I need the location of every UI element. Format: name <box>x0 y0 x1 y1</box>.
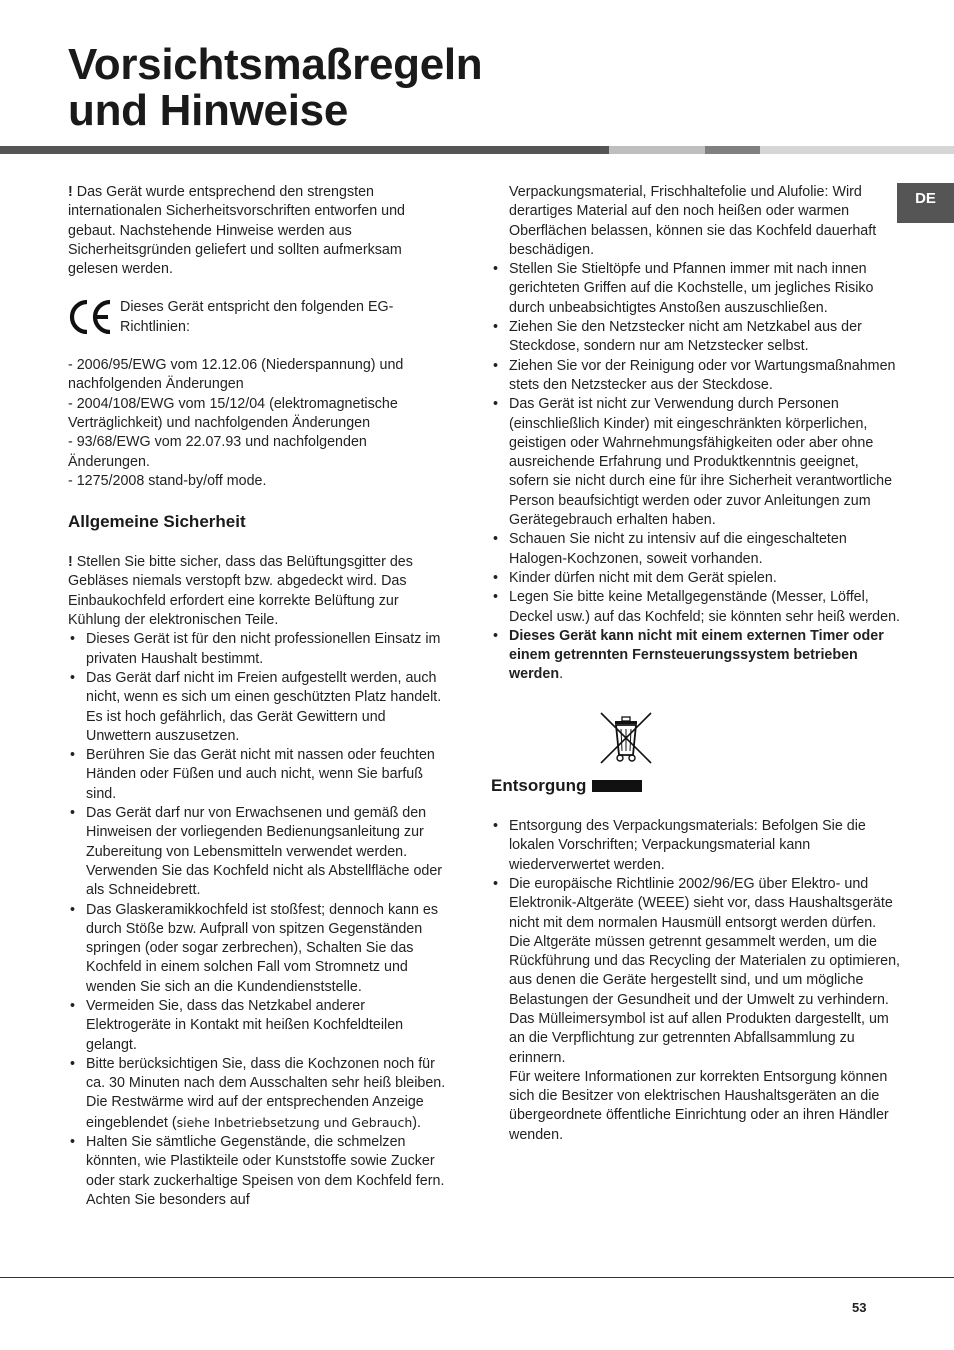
black-bar-mark <box>592 780 642 792</box>
list-item: • Ziehen Sie den Netzstecker nicht am Netzkabel aus der Steckdose, sondern nur am Netzstecker selbst. <box>491 318 901 357</box>
general-safety-list <box>68 630 448 1210</box>
list-item-text-end: ). <box>412 1114 421 1131</box>
list-item: • Legen Sie bitte keine Metallgegenstände (Messer, Löffel, Deckel usw.) auf das Kochfeld; sie könnten sehr heiß werden. <box>491 588 901 627</box>
ce-mark-icon <box>68 298 114 336</box>
header-rule-lighter <box>760 146 954 154</box>
list-item <box>68 1055 448 1133</box>
list-item: • Vermeiden Sie, dass das Netzkabel anderer Elektrogeräte in Kontakt mit heißen Kochfeldteilen gelangt. <box>68 997 448 1055</box>
disposal-more-info: Für weitere Informationen zur korrekten Entsorgung können sich die Besitzer von elektrischen Haushaltsgeräten an die übergeordnete öffentliche Einrichtung oder an ihren Händler wenden. <box>509 1068 889 1143</box>
list-item-bold <box>491 627 901 685</box>
list-item: • Die europäische Richtlinie 2002/96/EG über Elektro- und Elektronik-Altgeräte (WEEE) sieht vor, dass Haushaltsgeräte nicht mit dem normalen Hausmüll entsorgt werden dürfen. Die Altgeräte müssen getrennt gesammelt werden, um die Rückführung und das Recycling der Materialen zu optimieren, aus denen die Geräte hergestellt sind, und um mögliche Belastungen der Gesundheit und der Umwelt zu verhindern. Das Mülleimersymbol ist auf allen Produkten dargestellt, um an die Verpflichtung zur getrennten Abfallsammlung zu erinnern. <box>491 875 901 1068</box>
general-intro-text: Stellen Sie bitte sicher, dass das Belüftungsgitter des Gebläses niemals verstopft bzw. abgedeckt wird. Das Einbaukochfeld erfordert eine korrekte Belüftung zur Kühlung der elektronischen Teile. <box>68 554 413 629</box>
directive-item: - 2006/95/EWG vom 12.12.06 (Niederspannung) und nachfolgenden Änderungen <box>68 357 404 393</box>
intro-text: Das Gerät wurde entsprechend den strengsten internationalen Sicherheitsvorschriften entworfen und gebaut. Nachstehende Hinweise werden aus Sicherheitsgründen geliefert und sollten aufmerksam gelesen werden. <box>68 184 405 278</box>
directive-item: - 93/68/EWG vom 22.07.93 und nachfolgenden Änderungen. <box>68 434 367 470</box>
language-tab: DE <box>897 183 954 223</box>
warning-exclamation: ! <box>68 554 73 571</box>
cross-reference: siehe Inbetriebsetzung und Gebrauch <box>176 1114 413 1130</box>
right-column <box>491 183 901 1145</box>
directive-item: - 1275/2008 stand-by/off mode. <box>68 472 267 489</box>
list-item: • Das Gerät darf nicht im Freien aufgestellt werden, auch nicht, wenn es sich um einen geschützten Platz handelt. Es ist hoch gefährlich, das Gerät Gewittern und Unwettern auszusetzen. <box>68 669 448 746</box>
page-number: 53 <box>852 1300 867 1315</box>
timer-warning: Dieses Gerät kann nicht mit einem externen Timer oder einem getrennten Fernsteuerungssystem betrieben werden <box>509 627 884 683</box>
warning-exclamation: ! <box>68 184 73 200</box>
list-item: • Halten Sie sämtliche Gegenstände, die schmelzen könnten, wie Plastikteile oder Kunststoffe sowie Zucker oder stark zuckerhaltige Speisen von dem Kochfeld fern. Achten Sie besonders auf <box>68 1133 448 1210</box>
directive-list <box>68 356 448 491</box>
heading-disposal <box>491 775 901 797</box>
header-rule-mid <box>705 146 760 154</box>
intro-paragraph <box>68 183 448 279</box>
ce-conformity <box>68 298 448 337</box>
timer-warning-end: . <box>559 666 564 683</box>
list-item: • Das Gerät ist nicht zur Verwendung durch Personen (einschließlich Kinder) mit eingeschränkten körperlichen, geistigen oder Wahrnehmungsfähigkeiten oder aber ohne ausreichende Erfahrung und Produktkenntnis geeignet, sofern sie nicht durch eine für ihre Sicherheit verantwortliche Person beaufsichtigt werden oder zuvor Anleitungen zum Gerätegebrauch erhalten haben. <box>491 395 901 530</box>
page-title <box>68 42 482 134</box>
left-column <box>68 183 448 1210</box>
list-item: • Entsorgung des Verpackungsmaterials: Befolgen Sie die lokalen Vorschriften; Verpackungsmaterial kann wiederverwertet werden. <box>491 817 901 875</box>
page-title-line-1: Vorsichtsmaßregeln <box>68 40 483 89</box>
heading-general-safety: Allgemeine Sicherheit <box>68 512 246 532</box>
crossed-out-bin-icon <box>599 711 653 767</box>
list-item: • Dieses Gerät ist für den nicht professionellen Einsatz im privaten Haushalt bestimmt. <box>68 630 448 669</box>
list-item: • Kinder dürfen nicht mit dem Gerät spielen. <box>491 569 901 588</box>
ce-text: Dieses Gerät entspricht den folgenden EG-Richtlinien: <box>120 299 394 335</box>
safety-list-continued <box>491 260 901 685</box>
general-intro-paragraph <box>68 553 448 630</box>
footer-rule <box>0 1277 954 1278</box>
list-item: • Stellen Sie Stieltöpfe und Pfannen immer mit nach innen gerichteten Griffen auf die Kochstelle, um jegliches Risiko durch unbeabsichtigtes Anstoßen auszuschließen. <box>491 260 901 318</box>
list-item-text: Bitte berücksichtigen Sie, dass die Kochzonen noch für ca. 30 Minuten nach dem Ausschalten sehr heiß bleiben. Die Restwärme wird auf der entsprechenden Anzeige eingeblendet ( <box>86 1055 446 1131</box>
header-rule-dark <box>0 146 609 154</box>
disposal-list <box>491 817 901 1068</box>
list-item: • Das Gerät darf nur von Erwachsenen und gemäß den Hinweisen der vorliegenden Bedienungsanleitung zur Zubereitung von Lebensmitteln verwendet werden. Verwenden Sie das Kochfeld nicht als Abstellfläche oder als Schneidebrett. <box>68 804 448 900</box>
list-item: • Ziehen Sie vor der Reinigung oder vor Wartungsmaßnahmen stets den Netzstecker aus der Steckdose. <box>491 357 901 396</box>
list-item: • Berühren Sie das Gerät nicht mit nassen oder feuchten Händen oder Füßen und auch nicht, wenn Sie barfuß sind. <box>68 746 448 804</box>
header-rule-light <box>609 146 705 154</box>
directive-item: - 2004/108/EWG vom 15/12/04 (elektromagnetische Verträglichkeit) und nachfolgenden Änderungen <box>68 395 398 431</box>
heading-disposal-text: Entsorgung <box>491 776 587 796</box>
list-item: • Schauen Sie nicht zu intensiv auf die eingeschalteten Halogen-Kochzonen, soweit vorhanden. <box>491 530 901 569</box>
list-item: • Das Glaskeramikkochfeld ist stoßfest; dennoch kann es durch Stöße bzw. Aufprall von spitzen Gegenständen springen (oder sogar zerbrechen), Schalten Sie das Kochfeld in einem solchen Fall vom Stromnetz und wenden Sie sich an die Kundendienststelle. <box>68 901 448 997</box>
page-title-line-2: und Hinweise <box>68 86 348 135</box>
continued-list-item: Verpackungsmaterial, Frischhaltefolie und Alufolie: Wird derartiges Material auf den noch heißen oder warmen Oberflächen belassen, können sie das Kochfeld dauerhaft beschädigen. <box>509 184 877 258</box>
